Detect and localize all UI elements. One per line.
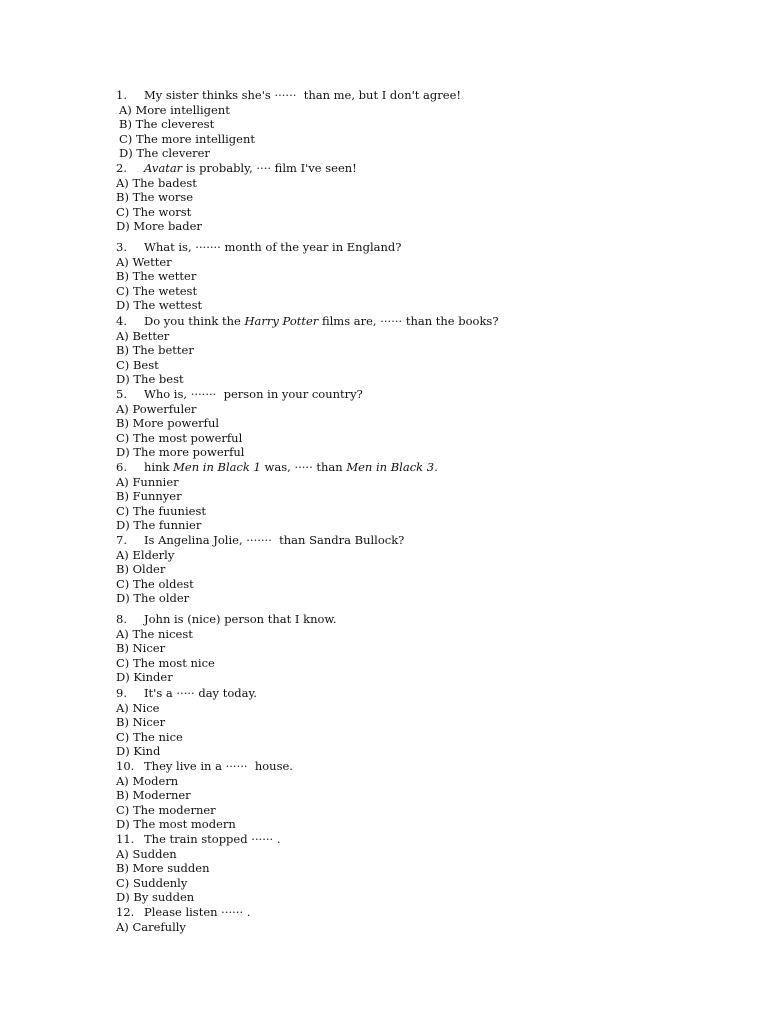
answer-option: D) The most modern: [116, 817, 236, 831]
question-text: The train stopped ······ .: [144, 832, 281, 846]
question-text: Do you think the: [144, 314, 245, 328]
question-text: .: [434, 460, 438, 474]
question-6: [116, 460, 438, 474]
answer-option: D) The best: [116, 372, 184, 386]
answer-option: B) Nicer: [116, 641, 166, 655]
answer-option: D) The older: [116, 591, 190, 605]
question-number: 4.: [116, 314, 127, 328]
question-number: 1.: [116, 88, 127, 102]
answer-option: C) The oldest: [116, 577, 194, 591]
question-text: is probably, ···· film I've seen!: [182, 161, 357, 175]
question-text: Men in Black 3: [346, 460, 435, 474]
answer-option: B) The cleverest: [119, 117, 215, 131]
question-text: John is (nice) person that I know.: [144, 612, 337, 626]
question-number: 5.: [116, 387, 127, 401]
answer-option: D) The more powerful: [116, 445, 245, 459]
answer-option: B) Moderner: [116, 788, 191, 802]
answer-option: D) Kinder: [116, 670, 173, 684]
question-8: [116, 612, 337, 626]
answer-option: A) Nice: [116, 701, 160, 715]
answer-option: A) Carefully: [116, 920, 186, 934]
answer-option: B) More powerful: [116, 416, 220, 430]
question-text: Who is, ······· person in your country?: [144, 387, 363, 401]
question-text: What is, ······· month of the year in England?: [144, 240, 402, 254]
answer-option: B) The better: [116, 343, 194, 357]
answer-option: A) More intelligent: [119, 103, 230, 117]
question-2: [116, 161, 357, 175]
answer-option: B) Older: [116, 562, 166, 576]
answer-option: A) The nicest: [116, 627, 193, 641]
question-text: Harry Potter: [244, 314, 319, 328]
question-10: [116, 759, 293, 773]
answer-option: C) The more intelligent: [119, 132, 256, 146]
answer-option: A) Elderly: [116, 548, 175, 562]
question-number: 7.: [116, 533, 127, 547]
question-3: [116, 240, 401, 254]
question-text: Men in Black 1: [173, 460, 261, 474]
answer-option: B) More sudden: [116, 861, 210, 875]
answer-option: D) More bader: [116, 219, 202, 233]
answer-option: C) The moderner: [116, 803, 216, 817]
question-text: films are, ······ than the books?: [318, 314, 499, 328]
answer-option: B) The wetter: [116, 269, 197, 283]
answer-option: C) The fuuniest: [116, 504, 206, 518]
question-number: 8.: [116, 612, 127, 626]
answer-option: A) Funnier: [116, 475, 179, 489]
question-text: Please listen ······ .: [144, 905, 251, 919]
question-number: 12.: [116, 905, 135, 919]
answer-option: C) Best: [116, 358, 159, 372]
answer-option: C) Suddenly: [116, 876, 188, 890]
question-text: It's a ····· day today.: [144, 686, 258, 700]
answer-option: B) The worse: [116, 190, 194, 204]
question-1: [116, 88, 461, 102]
answer-option: C) The most nice: [116, 656, 215, 670]
question-9: [116, 686, 257, 700]
answer-option: D) The wettest: [116, 298, 203, 312]
answer-option: A) The badest: [116, 176, 197, 190]
answer-option: A) Powerfuler: [116, 402, 197, 416]
answer-option: C) The nice: [116, 730, 183, 744]
question-number: 11.: [116, 832, 135, 846]
question-4: [116, 314, 499, 328]
answer-option: A) Wetter: [116, 255, 172, 269]
question-text: was, ····· than: [260, 460, 347, 474]
answer-option: D) Kind: [116, 744, 161, 758]
answer-option: C) The worst: [116, 205, 192, 219]
question-12: [116, 905, 250, 919]
question-number: 10.: [116, 759, 135, 773]
answer-option: A) Sudden: [116, 847, 177, 861]
answer-option: C) The most powerful: [116, 431, 243, 445]
question-7: [116, 533, 404, 547]
question-text: Is Angelina Jolie, ······· than Sandra Bullock?: [144, 533, 405, 547]
question-number: 2.: [116, 161, 127, 175]
answer-option: D) By sudden: [116, 890, 195, 904]
answer-option: D) The funnier: [116, 518, 202, 532]
question-11: [116, 832, 281, 846]
question-number: 6.: [116, 460, 127, 474]
answer-option: A) Modern: [116, 774, 179, 788]
question-text: hink: [144, 460, 174, 474]
question-text: Avatar: [144, 161, 183, 175]
answer-option: C) The wetest: [116, 284, 198, 298]
answer-option: D) The cleverer: [119, 146, 210, 160]
answer-option: B) Funnyer: [116, 489, 182, 503]
question-text: They live in a ······ house.: [144, 759, 293, 773]
question-5: [116, 387, 363, 401]
question-text: My sister thinks she's ······ than me, but I don't agree!: [144, 88, 461, 102]
answer-option: A) Better: [116, 329, 170, 343]
question-number: 3.: [116, 240, 127, 254]
question-number: 9.: [116, 686, 127, 700]
answer-option: B) Nicer: [116, 715, 166, 729]
